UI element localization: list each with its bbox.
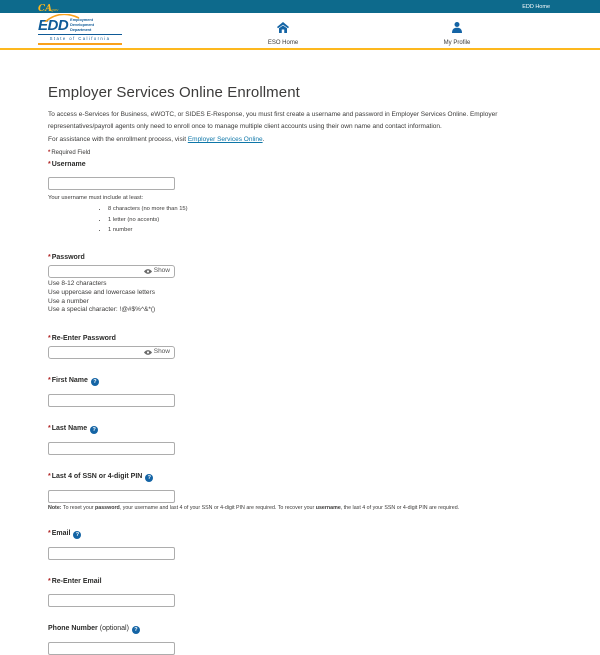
password-rule: Use a special character: !@#$%^&*() — [48, 306, 156, 314]
person-icon — [452, 22, 462, 33]
reenter-email-field-group — [48, 578, 552, 607]
edd-logo-line: Employment — [70, 18, 93, 23]
reenter-password-label-text: Re-Enter Password — [51, 335, 116, 343]
main-content — [0, 50, 600, 655]
edd-logo[interactable] — [38, 18, 122, 45]
username-rules-title: Your username must include at least: — [48, 195, 144, 201]
email-input[interactable] — [48, 547, 175, 560]
username-input[interactable] — [48, 177, 175, 190]
username-rule: • 8 characters (no more than 15) — [108, 206, 552, 213]
edd-home-link[interactable]: EDD Home — [522, 3, 550, 10]
reenter-password-label — [48, 335, 552, 343]
page-title: Employer Services Online Enrollment — [48, 84, 300, 101]
help-icon[interactable]: ? — [91, 378, 99, 386]
assistance-prefix: For assistance with the enrollment process, visit — [48, 136, 188, 143]
site-header — [0, 13, 600, 50]
help-icon[interactable]: ? — [90, 426, 98, 434]
reenter-email-label — [48, 578, 552, 586]
email-field-group — [48, 530, 552, 560]
help-icon[interactable]: ? — [132, 626, 140, 634]
last-name-input[interactable] — [48, 442, 175, 455]
last-name-label-text: Last Name — [51, 425, 88, 433]
first-name-label-text: First Name — [51, 377, 88, 385]
password-label-text: Password — [51, 254, 85, 261]
edd-logo-line: Department — [70, 27, 92, 32]
username-rules-list — [48, 206, 552, 234]
username-label — [48, 161, 552, 169]
reenter-email-input[interactable] — [48, 594, 175, 607]
edd-logo-line: Development — [70, 23, 95, 28]
show-password-label: Show — [153, 267, 170, 275]
password-input-group — [48, 265, 175, 278]
phone-label-text: Phone Number — [48, 625, 98, 633]
username-label-text: Username — [51, 161, 86, 168]
first-name-field-group — [48, 377, 552, 407]
show-reenter-password-label: Show — [153, 348, 170, 356]
reenter-password-field-group — [48, 335, 552, 359]
password-rules — [48, 280, 552, 315]
note-bold: password — [95, 505, 120, 512]
username-rule: • 1 letter (no accents) — [108, 217, 552, 224]
required-asterisk: * — [48, 335, 51, 343]
ssn-pin-input[interactable] — [48, 490, 175, 503]
show-password-button[interactable] — [142, 268, 174, 275]
eye-icon — [144, 269, 152, 274]
eye-icon — [144, 350, 152, 355]
swoosh-arc-icon — [44, 14, 80, 22]
assistance-line — [48, 136, 552, 144]
note-text: , your username and last 4 of your SSN or 4-digit PIN are required. To recover your — [119, 505, 316, 512]
required-asterisk: * — [48, 254, 51, 261]
username-rule: • 1 number — [108, 227, 552, 234]
password-rule: Use uppercase and lowercase letters — [48, 288, 155, 296]
password-rule: Use 8-12 characters — [48, 280, 107, 287]
note-tag: Note: — [48, 505, 62, 512]
ssn-pin-field-group — [48, 473, 552, 512]
edd-logo-abbr: EDD — [38, 17, 69, 34]
first-name-label — [48, 377, 552, 386]
required-field-note-text: Required Field — [51, 150, 91, 156]
reenter-password-input[interactable] — [49, 347, 142, 358]
password-field-group — [48, 254, 552, 315]
first-name-input[interactable] — [48, 394, 175, 407]
last-name-label — [48, 425, 552, 434]
phone-optional-text: (optional) — [97, 625, 129, 633]
email-label-text: Email — [51, 530, 71, 538]
nav-eso-home[interactable] — [243, 20, 323, 46]
required-field-note — [48, 149, 552, 157]
note-bold: username — [315, 505, 341, 512]
required-asterisk: * — [48, 473, 51, 481]
required-asterisk: * — [48, 425, 51, 433]
username-field-group — [48, 161, 552, 234]
reenter-password-input-group — [48, 346, 175, 359]
nav-eso-home-label: ESO Home — [267, 40, 299, 46]
ssn-pin-note — [48, 505, 552, 512]
required-asterisk: * — [48, 530, 51, 538]
nav-my-profile-label: My Profile — [443, 40, 471, 46]
topbar — [0, 0, 600, 13]
reenter-email-label-text: Re-Enter Email — [51, 578, 102, 586]
required-asterisk: * — [48, 161, 51, 168]
phone-field-group — [48, 625, 552, 655]
edd-logo-state-line: State of California — [38, 34, 122, 45]
phone-input[interactable] — [48, 642, 175, 655]
password-rule: Use a number — [48, 297, 89, 305]
ca-gov-logo-text: CA — [38, 3, 53, 14]
ca-gov-logo-subtext: gov — [51, 6, 59, 12]
ssn-pin-label — [48, 473, 552, 482]
required-asterisk: * — [48, 578, 51, 586]
help-icon[interactable]: ? — [145, 474, 153, 482]
home-icon — [277, 22, 289, 33]
assistance-suffix: . — [262, 136, 265, 143]
required-asterisk: * — [48, 377, 51, 385]
password-label — [48, 254, 552, 262]
show-reenter-password-button[interactable] — [142, 349, 174, 356]
phone-label — [48, 625, 552, 634]
note-text: To reset your — [61, 505, 96, 512]
help-icon[interactable]: ? — [73, 531, 81, 539]
last-name-field-group — [48, 425, 552, 455]
required-asterisk: * — [48, 150, 51, 156]
email-label — [48, 530, 552, 539]
password-input[interactable] — [49, 266, 142, 277]
nav-my-profile[interactable] — [417, 20, 497, 46]
intro-paragraph: To access e-Services for Business, eWOTC, or SIDES E-Response, you must first create a username and password in Employer Services Online. Employer representatives/payroll agents only need to enroll once to manage multiple client accounts using their own name and contact information. — [48, 111, 498, 130]
note-text: , the last 4 of your SSN or 4-digit PIN are required. — [340, 505, 460, 512]
employer-services-online-link[interactable]: Employer Services Online — [187, 136, 263, 143]
ssn-pin-label-text: Last 4 of SSN or 4-digit PIN — [51, 473, 143, 481]
